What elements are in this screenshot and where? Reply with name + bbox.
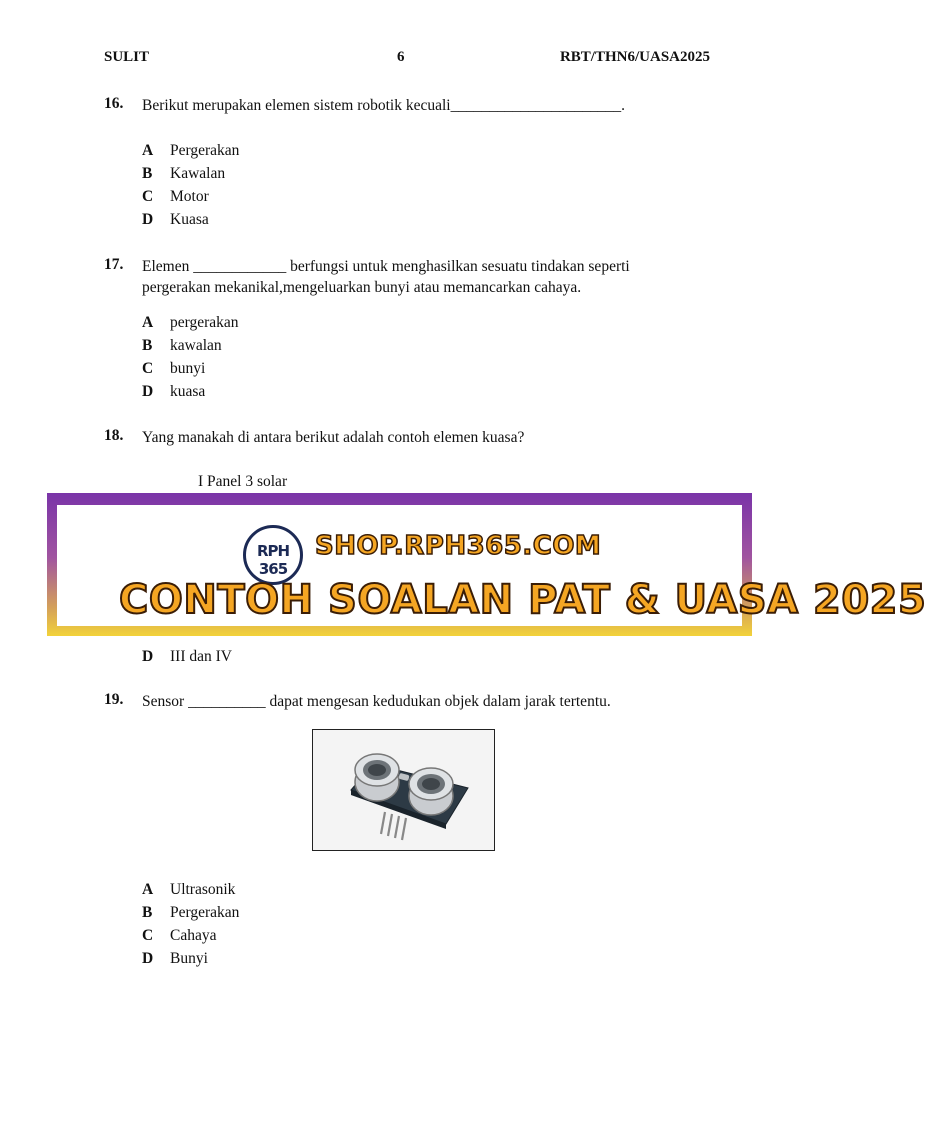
ultrasonic-sensor-icon [313, 730, 494, 850]
option-letter: D [142, 383, 154, 400]
option-letter: A [142, 142, 154, 159]
banner-title: CONTOH SOALAN PAT & UASA 2025 [119, 577, 926, 623]
option-letter: D [142, 648, 154, 665]
option-letter: C [142, 927, 154, 944]
option-letter: D [142, 950, 154, 967]
option-letter: C [142, 188, 154, 205]
option-text: Bunyi [170, 950, 208, 967]
question-text: Sensor __________ dapat mengesan kedudukan objek dalam jarak tertentu. [142, 693, 611, 710]
option-text: kuasa [170, 383, 206, 400]
option-text: Kuasa [170, 211, 209, 228]
option-text: Pergerakan [170, 904, 240, 921]
option-text: kawalan [170, 337, 222, 354]
option-letter: A [142, 881, 154, 898]
promo-banner [47, 493, 926, 636]
option-text: pergerakan [170, 314, 239, 331]
logo-text: RPH 365 [256, 542, 290, 578]
shop-url-text: SHOP.RPH365.COM [315, 531, 602, 561]
option-letter: B [142, 904, 153, 921]
option-letter: B [142, 337, 153, 354]
option-text: Cahaya [170, 927, 217, 944]
question-text: Elemen ____________ berfungsi untuk menghasilkan sesuatu tindakan seperti pergerakan mekanikal,mengeluarkan bunyi atau memancarkan cahaya. [142, 258, 630, 296]
question-text: Yang manakah di antara berikut adalah contoh elemen kuasa? [142, 429, 525, 446]
question-text: Berikut merupakan elemen sistem robotik kecuali______________________. [142, 97, 625, 114]
q18-statement-i: I Panel 3 solar [198, 473, 288, 490]
question-number: 17. [104, 256, 124, 273]
ultrasonic-sensor-image [312, 729, 495, 851]
option-letter: D [142, 211, 154, 228]
option-text: III dan IV [170, 648, 232, 665]
rph365-logo [243, 525, 303, 585]
header-classification: SULIT [104, 49, 150, 65]
page-number: 6 [397, 49, 405, 65]
banner-panel [57, 505, 926, 626]
option-letter: A [142, 314, 154, 331]
page-header [104, 49, 710, 69]
option-text: Ultrasonik [170, 881, 236, 898]
question-number: 19. [104, 691, 124, 708]
question-number: 18. [104, 427, 124, 444]
question-number: 16. [104, 95, 124, 112]
paper-code: RBT/THN6/UASA2025 [559, 49, 710, 65]
option-text: Motor [170, 188, 209, 205]
option-text: Kawalan [170, 165, 226, 182]
option-text: bunyi [170, 360, 206, 377]
option-letter: C [142, 360, 154, 377]
option-letter: B [142, 165, 153, 182]
option-text: Pergerakan [170, 142, 240, 159]
